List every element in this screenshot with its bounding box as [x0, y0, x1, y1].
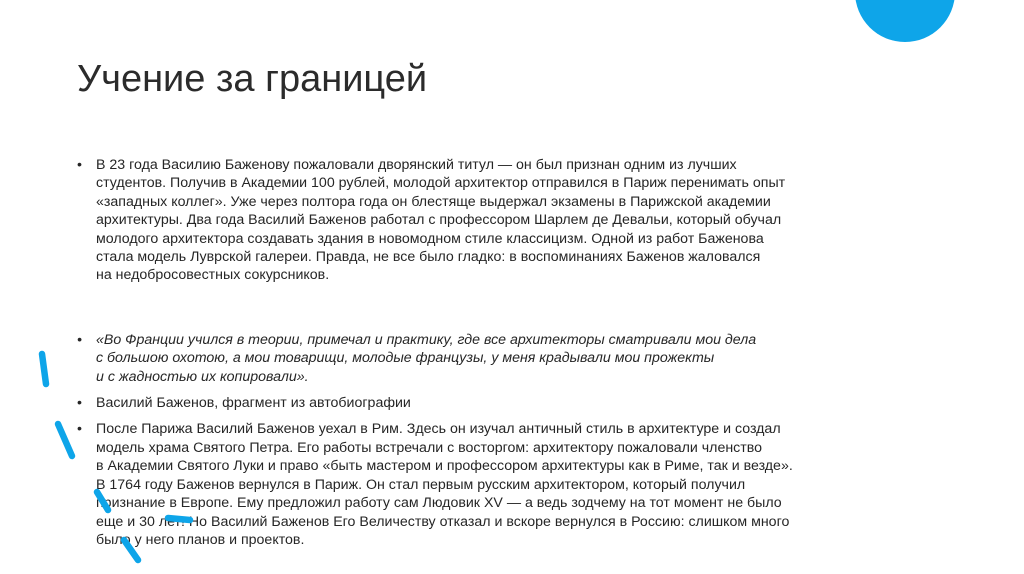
text-line: модель храма Святого Петра. Его работы встречали с восторгом: архитектору пожаловали членство [96, 439, 763, 456]
quote-line: • «Во Франции учился в теории, примечал и практику, где все архитекторы сматривали мои дела [96, 331, 757, 348]
bullet-biography [77, 156, 957, 285]
text-line: в Академии Святого Луки и право «быть мастером и профессором архитектуры как в Риме, так и везде». [96, 458, 793, 475]
text-line: В 1764 году Баженов вернулся в Париж. Он стал первым русским архитектором, который получил [96, 476, 746, 493]
text-line: • После Парижа Василий Баженов уехал в Рим. Здесь он изучал античный стиль в архитектуре и создал [96, 421, 781, 438]
slide-body [77, 156, 957, 549]
decorative-circle [855, 0, 955, 42]
bullet-quote-source [77, 394, 957, 412]
text-line: стала модель Луврской галереи. Правда, не все было гладко: в воспоминаниях Баженов жаловался [96, 249, 761, 266]
slide-title: Учение за границей [77, 58, 428, 100]
text-line: архитектуры. Два года Василий Баженов работал с профессором Шарлем де Девальи, который обучал [96, 212, 782, 229]
quote-line: и с жадностью их копировали». [96, 368, 309, 385]
brush-mark [42, 354, 46, 384]
bullet-rome [77, 420, 957, 549]
text-line: на недобросовестных сокурсников. [96, 267, 330, 284]
text-line: было у него планов и проектов. [96, 531, 305, 548]
text-line: еще и 30 лет! Но Василий Баженов Его Величеству отказал и вскоре вернулся в Россию: слишком много [96, 513, 790, 530]
quote-line: с большою охотою, а мои товарищи, молодые французы, у меня крадывали мои прожекты [96, 350, 715, 367]
bullet-quote [77, 331, 957, 386]
text-line: молодого архитектора создавать здания в новомодном стиле классицизм. Одной из работ Баженова [96, 230, 764, 247]
text-line: • В 23 года Василию Баженову пожаловали дворянский титул — он был признан одним из лучших [96, 157, 737, 173]
text-line: «западных коллег». Уже через полтора года он блестяще выдержал экзамены в Парижской академии [96, 193, 771, 210]
text-line: признание в Европе. Ему предложил работу сам Людовик XV — а ведь зодчему на тот момент не было [96, 495, 782, 512]
brush-mark [58, 424, 72, 456]
text-line: студентов. Получив в Академии 100 рублей, молодой архитектор отправился в Париж перенимать опыт [96, 175, 786, 192]
text-line: • Василий Баженов, фрагмент из автобиографии [96, 395, 411, 412]
